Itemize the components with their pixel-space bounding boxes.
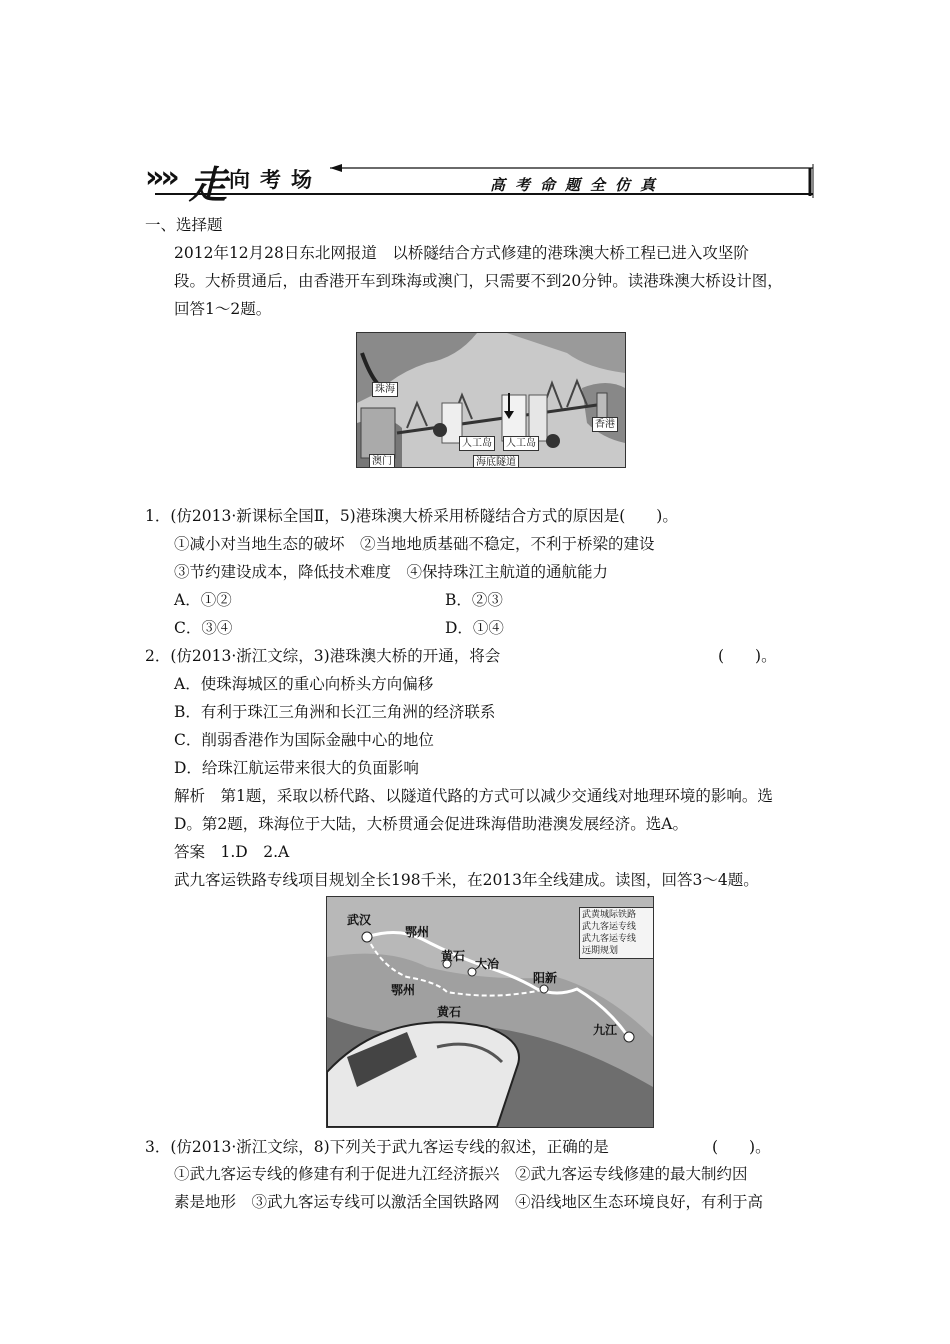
q1-option-c: C．③④ bbox=[174, 619, 233, 637]
analysis-line2: D。第2题，珠海位于大陆，大桥贯通会促进珠海借助港澳发展经济。选A。 bbox=[174, 815, 688, 833]
railway-map-figure bbox=[326, 896, 654, 1128]
answer-line: 答案 1.D 2.A bbox=[174, 843, 290, 861]
legend-item: 武黄城际铁路 bbox=[582, 910, 637, 920]
q3-statements-2: 素是地形 ③武九客运专线可以激活全国铁路网 ④沿线地区生态环境良好，有利于高 bbox=[174, 1193, 764, 1211]
section-heading: 一、选择题 bbox=[145, 216, 223, 234]
banner-arrows-icon: »» bbox=[145, 160, 176, 195]
q1-option-b: B．②③ bbox=[445, 591, 503, 609]
q1-statements-2: ③节约建设成本，降低技术难度 ④保持珠江主航道的通航能力 bbox=[174, 563, 609, 581]
banner-subtitle: 高考命题全仿真 bbox=[490, 176, 666, 194]
q1-option-a: A．①② bbox=[174, 591, 232, 609]
passage1-line1: 2012年12月28日东北网报道 以桥隧结合方式修建的港珠澳大桥工程已进入攻坚阶 bbox=[174, 244, 749, 262]
banner-title-big: 走 bbox=[189, 162, 228, 207]
q2-option-d: D．给珠江航运带来很大的负面影响 bbox=[174, 759, 419, 777]
label-hongkong: 香港 bbox=[592, 417, 618, 432]
analysis-line1: 解析 第1题，采取以桥代路、以隧道代路的方式可以减少交通线对地理环境的影响。选 bbox=[174, 787, 773, 805]
label-island-1: 人工岛 bbox=[459, 436, 495, 451]
q3-stem: 3．(仿2013·浙江文综，8)下列关于武九客运专线的叙述，正确的是 bbox=[145, 1138, 609, 1156]
q3-paren: ( )。 bbox=[712, 1138, 771, 1156]
city-yangxin: 阳新 bbox=[533, 971, 558, 985]
label-zhuhai: 珠海 bbox=[372, 382, 398, 397]
city-ezhou-bottom: 鄂州 bbox=[391, 983, 416, 997]
q2-paren: ( )。 bbox=[718, 647, 777, 665]
legend-item: 武九客运专线 bbox=[582, 934, 637, 944]
q1-statements-1: ①减小对当地生态的破坏 ②当地地质基础不稳定，不利于桥梁的建设 bbox=[174, 535, 655, 553]
passage1-line3: 回答1～2题。 bbox=[174, 300, 272, 318]
q3-statements-1: ①武九客运专线的修建有利于促进九江经济振兴 ②武九客运专线修建的最大制约因 bbox=[174, 1165, 748, 1183]
q2-stem: 2．(仿2013·浙江文综，3)港珠澳大桥的开通，将会 bbox=[145, 647, 501, 665]
city-jiujiang: 九江 bbox=[593, 1023, 618, 1037]
city-daye: 大冶 bbox=[475, 957, 500, 971]
q2-option-b: B．有利于珠江三角洲和长江三角洲的经济联系 bbox=[174, 703, 496, 721]
q1-stem: 1．(仿2013·新课标全国Ⅱ，5)港珠澳大桥采用桥隧结合方式的原因是( )。 bbox=[145, 507, 678, 525]
q2-option-a: A．使珠海城区的重心向桥头方向偏移 bbox=[174, 675, 434, 693]
q1-option-d: D．①④ bbox=[445, 619, 504, 637]
q2-option-c: C．削弱香港作为国际金融中心的地位 bbox=[174, 731, 434, 749]
city-ezhou-top: 鄂州 bbox=[405, 925, 430, 939]
legend-item: 远期规划 bbox=[582, 946, 619, 956]
label-island-2: 人工岛 bbox=[503, 436, 539, 451]
city-huangshi-top: 黄石 bbox=[441, 949, 466, 963]
city-huangshi-bottom: 黄石 bbox=[437, 1005, 462, 1019]
bridge-design-figure bbox=[356, 332, 626, 468]
passage2: 武九客运铁路专线项目规划全长198千米，在2013年全线建成。读图，回答3～4题。 bbox=[174, 871, 759, 889]
passage1-line2: 段。大桥贯通后，由香港开车到珠海或澳门，只需要不到20分钟。读港珠澳大桥设计图， bbox=[174, 272, 783, 290]
banner-title: 向考场 bbox=[229, 167, 322, 192]
section-banner bbox=[145, 158, 815, 207]
label-tunnel: 海底隧道 bbox=[473, 455, 519, 468]
map-legend bbox=[579, 907, 654, 959]
city-wuhan: 武汉 bbox=[347, 913, 372, 927]
label-aomen: 澳门 bbox=[369, 454, 395, 468]
legend-item: 武九客运专线 bbox=[582, 922, 637, 932]
